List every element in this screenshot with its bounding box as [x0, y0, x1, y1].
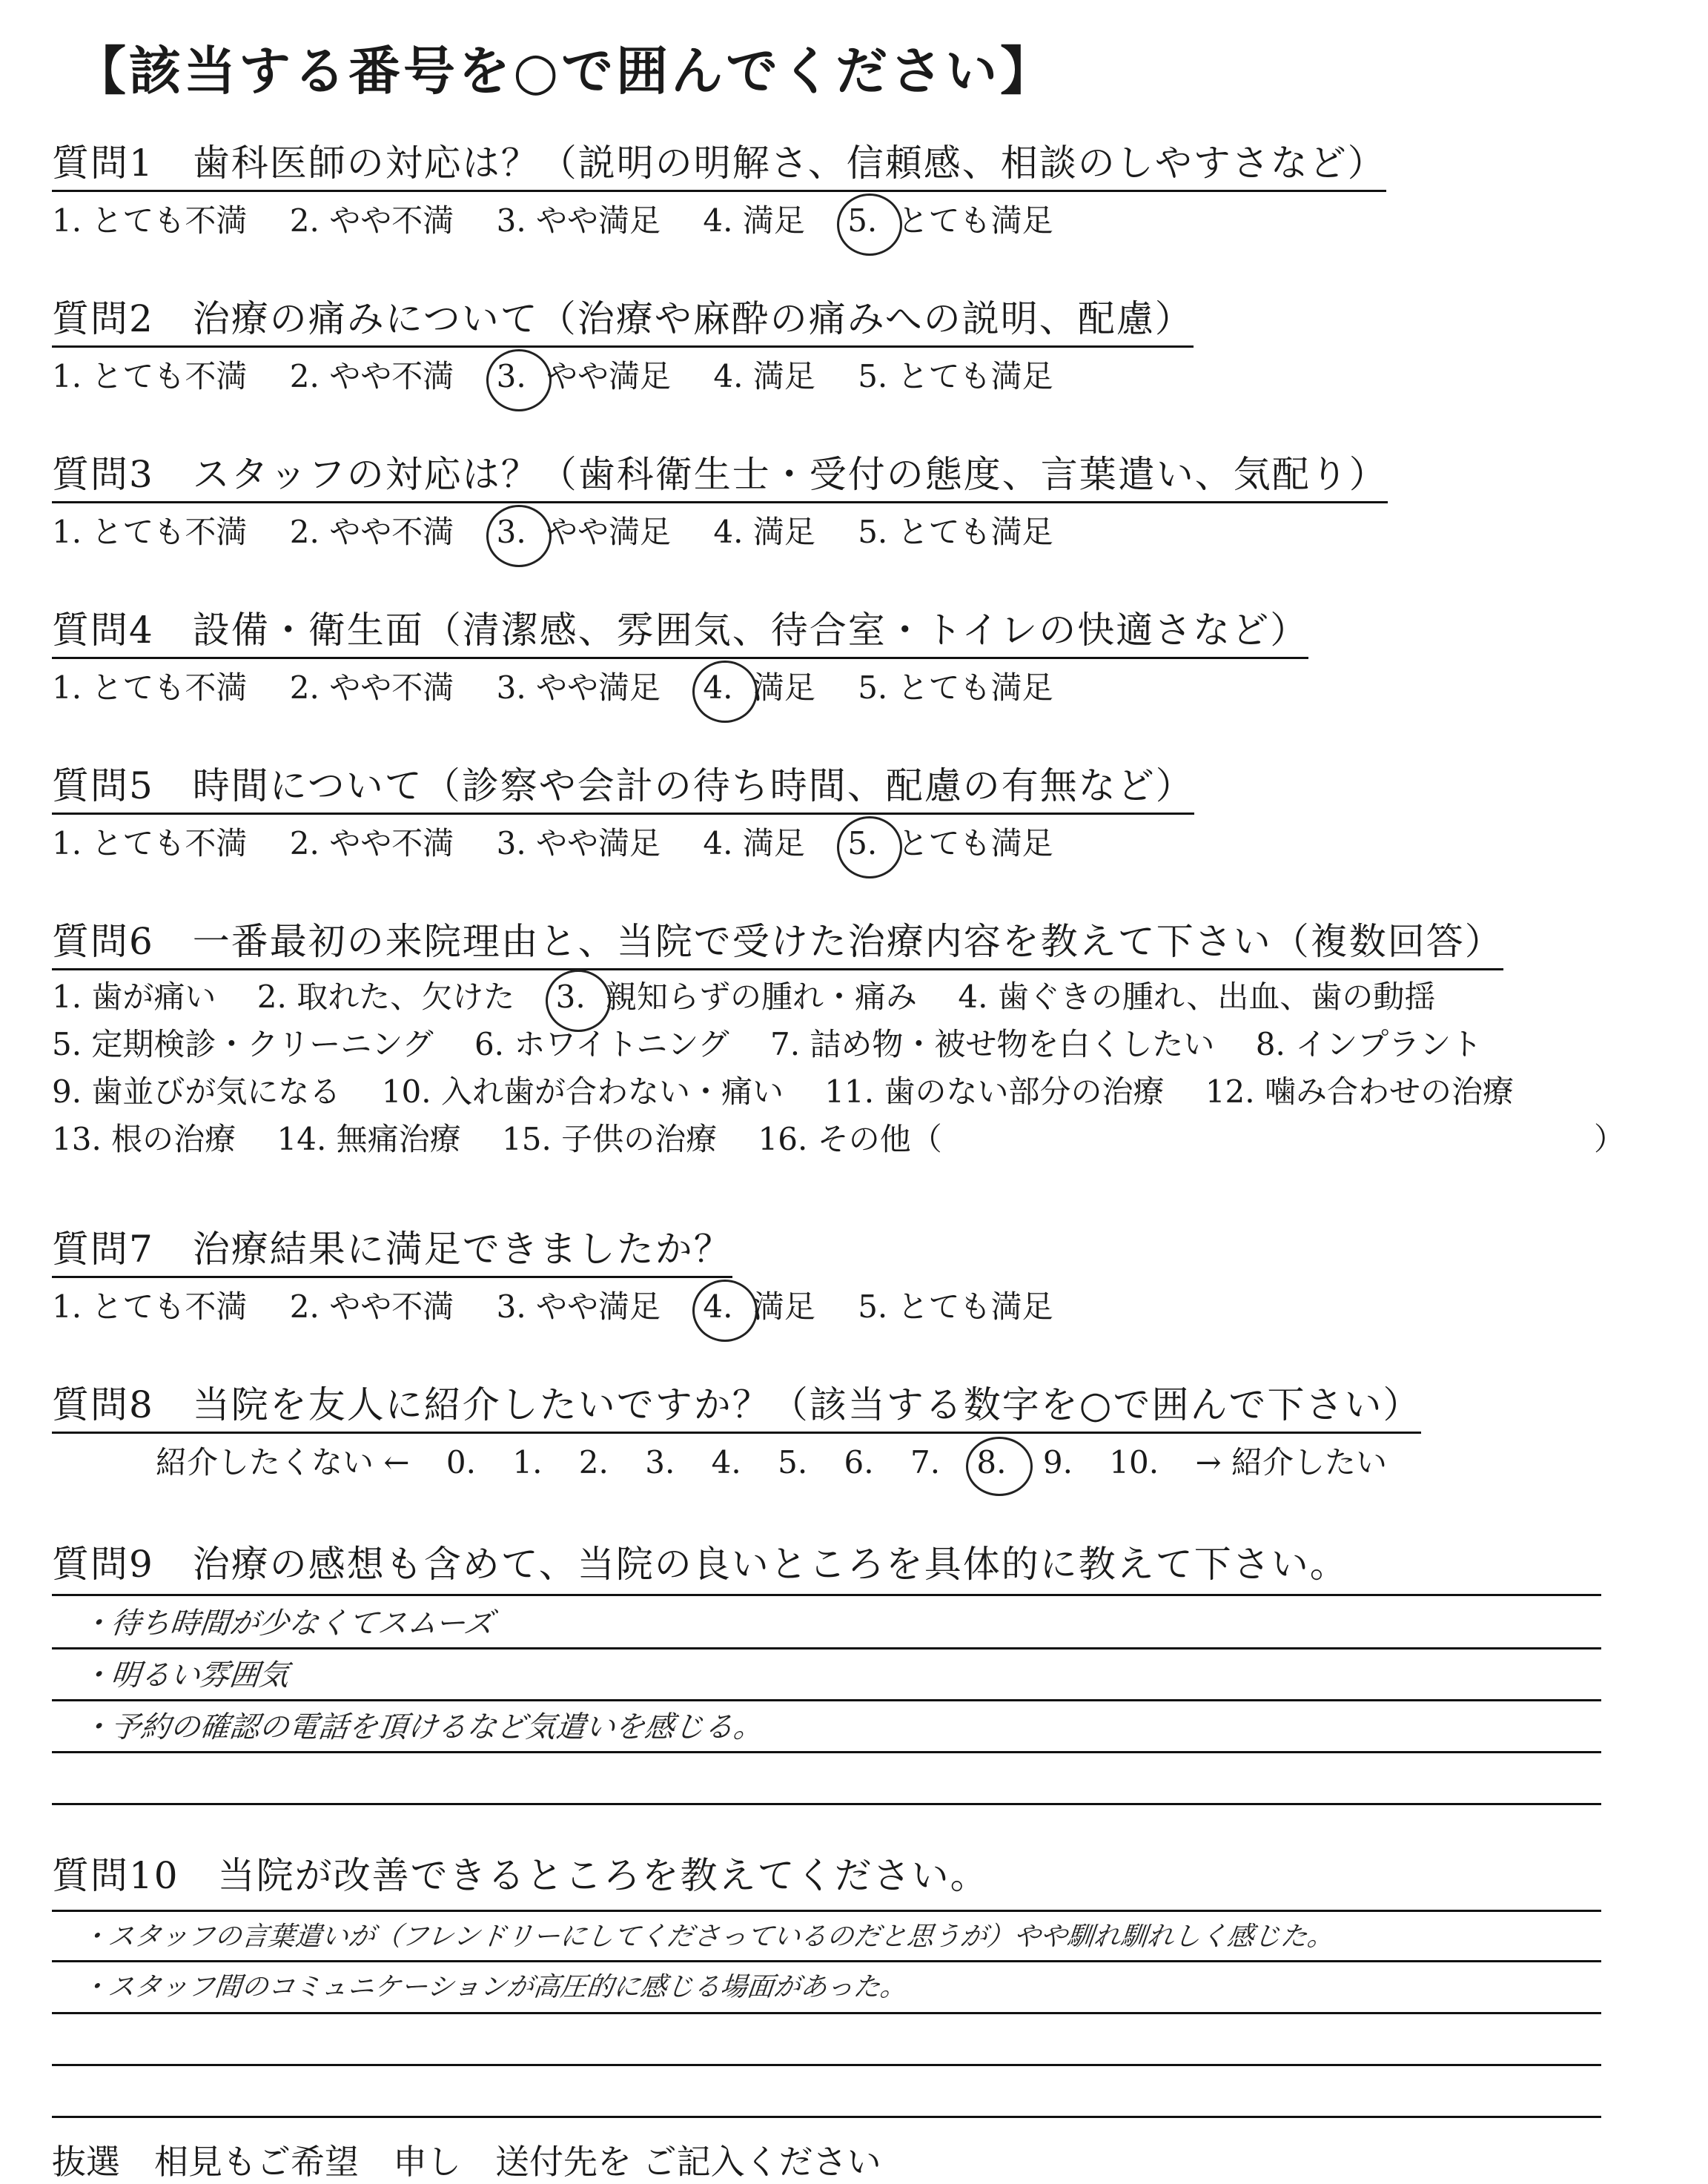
- answer-line: [52, 1647, 1601, 1649]
- scale-2[interactable]: 2.: [578, 1444, 609, 1480]
- scale-3[interactable]: 3.: [645, 1444, 675, 1480]
- q9-answer-2: ・明るい雰囲気: [79, 1658, 291, 1692]
- q5-option-4[interactable]: 4. 満足: [703, 825, 805, 861]
- answer-line: [52, 2064, 1601, 2066]
- question-6-row-1: [52, 973, 1468, 1017]
- question-6-title: 質問6 一番最初の来院理由と、当院で受けた治療内容を教えて下さい（複数回答）: [52, 912, 1503, 970]
- q2-option-2[interactable]: 2. やや不満: [289, 358, 454, 394]
- q2-option-1[interactable]: 1. とても不満: [52, 358, 248, 394]
- scale-right-label: → 紹介したい: [1195, 1444, 1387, 1480]
- q2-option-3-circled[interactable]: 3.: [496, 358, 526, 394]
- question-6-row-4: [52, 1115, 1626, 1159]
- q10-answer-2: ・スタッフ間のコミュニケーションが高圧的に感じる場面があった。: [79, 1972, 909, 2002]
- q1-option-1[interactable]: 1. とても不満: [52, 202, 248, 239]
- q1-option-5-circled[interactable]: 5.: [847, 202, 878, 239]
- q6-option-13[interactable]: 13. 根の治療: [52, 1121, 236, 1157]
- question-2-options: [52, 352, 1086, 397]
- answer-line: [52, 2012, 1601, 2014]
- q6-option-2[interactable]: 2. 取れた、欠けた: [256, 979, 515, 1015]
- q2-option-3-label: やや満足: [546, 358, 672, 394]
- q4-option-1[interactable]: 1. とても不満: [52, 669, 248, 706]
- answer-line: [52, 1699, 1601, 1701]
- q3-option-1[interactable]: 1. とても不満: [52, 514, 248, 550]
- q6-option-4[interactable]: 4. 歯ぐきの腫れ、出血、歯の動揺: [958, 979, 1436, 1015]
- scale-10[interactable]: 10.: [1109, 1444, 1159, 1480]
- q6-option-12[interactable]: 12. 噛み合わせの治療: [1205, 1073, 1514, 1110]
- page-title: 【該当する番号を○で囲んでください】: [74, 40, 1056, 102]
- q5-option-2[interactable]: 2. やや不満: [289, 825, 454, 861]
- q6-option-10[interactable]: 10. 入れ歯が合わない・痛い: [381, 1073, 784, 1110]
- answer-line: [52, 1751, 1601, 1753]
- q7-option-4-label: 満足: [752, 1288, 815, 1325]
- scale-6[interactable]: 6.: [844, 1444, 874, 1480]
- q7-option-3[interactable]: 3. やや満足: [496, 1288, 661, 1325]
- scale-0[interactable]: 0.: [446, 1444, 476, 1480]
- answer-line: [52, 1910, 1601, 1912]
- question-9-title: 質問9 治療の感想も含めて、当院の良いところを具体的に教えて下さい。: [52, 1543, 1348, 1586]
- question-2-title: 質問2 治療の痛みについて（治療や麻酔の痛みへの説明、配慮）: [52, 289, 1194, 348]
- q9-answer-3: ・予約の確認の電話を頂けるなど気遣いを感じる。: [79, 1710, 766, 1744]
- scale-7[interactable]: 7.: [910, 1444, 941, 1480]
- question-8-title: 質問8 当院を友人に紹介したいですか？（該当する数字を○で囲んで下さい）: [52, 1375, 1421, 1434]
- q6-option-8[interactable]: 8. インプラント: [1255, 1026, 1483, 1062]
- q4-option-2[interactable]: 2. やや不満: [289, 669, 454, 706]
- question-7-options: [52, 1283, 1086, 1327]
- q6-option-9[interactable]: 9. 歯並びが気になる: [52, 1073, 341, 1110]
- question-1-title: 質問1 歯科医師の対応は？（説明の明解さ、信頼感、相談のしやすさなど）: [52, 133, 1386, 192]
- q3-option-3-label: やや満足: [546, 514, 672, 550]
- q6-option-6[interactable]: 6. ホワイトニング: [474, 1026, 729, 1062]
- q6-option-15[interactable]: 15. 子供の治療: [502, 1121, 718, 1157]
- question-4-options: [52, 664, 1086, 708]
- scale-8-circled[interactable]: 8.: [976, 1444, 1007, 1480]
- q4-option-5[interactable]: 5. とても満足: [858, 669, 1053, 706]
- question-5-options: [52, 819, 1086, 864]
- q1-option-2[interactable]: 2. やや不満: [289, 202, 454, 239]
- answer-line: [52, 2116, 1601, 2118]
- question-5-title: 質問5 時間について（診察や会計の待ち時間、配慮の有無など）: [52, 756, 1194, 815]
- question-1-options: [52, 196, 1086, 241]
- q6-option-16[interactable]: 16. その他（: [758, 1121, 942, 1157]
- answer-line: [52, 1803, 1601, 1805]
- answer-line: [52, 1960, 1601, 1962]
- q6-option-5[interactable]: 5. 定期検診・クリーニング: [52, 1026, 434, 1062]
- q7-option-1[interactable]: 1. とても不満: [52, 1288, 248, 1325]
- q4-option-4-circled[interactable]: 4.: [703, 669, 733, 706]
- q3-option-4[interactable]: 4. 満足: [713, 514, 815, 550]
- q6-option-14[interactable]: 14. 無痛治療: [277, 1121, 461, 1157]
- q3-option-5[interactable]: 5. とても満足: [858, 514, 1053, 550]
- q7-option-2[interactable]: 2. やや不満: [289, 1288, 454, 1325]
- question-10-title: 質問10 当院が改善できるところを教えてください。: [52, 1854, 989, 1897]
- scale-4[interactable]: 4.: [711, 1444, 741, 1480]
- q6-option-7[interactable]: 7. 詰め物・被せ物を白くしたい: [769, 1026, 1215, 1062]
- footer-partial-text: 抜選 相見もご希望 申し 送付先を ご記入ください: [52, 2142, 881, 2182]
- q7-option-4-circled[interactable]: 4.: [703, 1288, 733, 1325]
- q2-option-4[interactable]: 4. 満足: [713, 358, 815, 394]
- q6-option-1[interactable]: 1. 歯が痛い: [52, 979, 216, 1015]
- question-7-title: 質問7 治療結果に満足できましたか？: [52, 1220, 732, 1278]
- q6-other-close-paren: ）: [1594, 1121, 1626, 1157]
- q3-option-2[interactable]: 2. やや不満: [289, 514, 454, 550]
- q6-option-3-circled[interactable]: 3.: [555, 979, 586, 1015]
- question-3-options: [52, 508, 1086, 552]
- scale-9[interactable]: 9.: [1042, 1444, 1073, 1480]
- answer-line: [52, 1594, 1601, 1596]
- q2-option-5[interactable]: 5. とても満足: [858, 358, 1053, 394]
- q3-option-3-circled[interactable]: 3.: [496, 514, 526, 550]
- q7-option-5[interactable]: 5. とても満足: [858, 1288, 1053, 1325]
- q1-option-3[interactable]: 3. やや満足: [496, 202, 661, 239]
- q1-option-4[interactable]: 4. 満足: [703, 202, 805, 239]
- question-6-row-2: [52, 1020, 1515, 1065]
- q4-option-3[interactable]: 3. やや満足: [496, 669, 661, 706]
- scale-1[interactable]: 1.: [512, 1444, 543, 1480]
- question-6-row-3: [52, 1068, 1546, 1112]
- q5-option-3[interactable]: 3. やや満足: [496, 825, 661, 861]
- q6-option-11[interactable]: 11. 歯のない部分の治療: [824, 1073, 1165, 1110]
- q1-option-5-label: とても満足: [897, 202, 1053, 239]
- question-3-title: 質問3 スタッフの対応は？（歯科衛生士・受付の態度、言葉遣い、気配り）: [52, 445, 1388, 503]
- recommend-scale: [156, 1438, 1414, 1483]
- q6-option-3-label: 親知らずの腫れ・痛み: [606, 979, 918, 1015]
- q4-option-4-label: 満足: [752, 669, 815, 706]
- q10-answer-1: ・スタッフの言葉遣いが（フレンドリーにしてくださっているのだと思うが）やや馴れ馴れしく感じた。: [79, 1922, 1336, 1952]
- scale-5[interactable]: 5.: [778, 1444, 808, 1480]
- q5-option-5-label: とても満足: [897, 825, 1053, 861]
- q5-option-1[interactable]: 1. とても不満: [52, 825, 248, 861]
- question-4-title: 質問4 設備・衛生面（清潔感、雰囲気、待合室・トイレの快適さなど）: [52, 600, 1308, 659]
- scale-left-label: 紹介したくない ←: [156, 1444, 410, 1480]
- q5-option-5-circled[interactable]: 5.: [847, 825, 878, 861]
- q9-answer-1: ・待ち時間が少なくてスムーズ: [79, 1606, 496, 1641]
